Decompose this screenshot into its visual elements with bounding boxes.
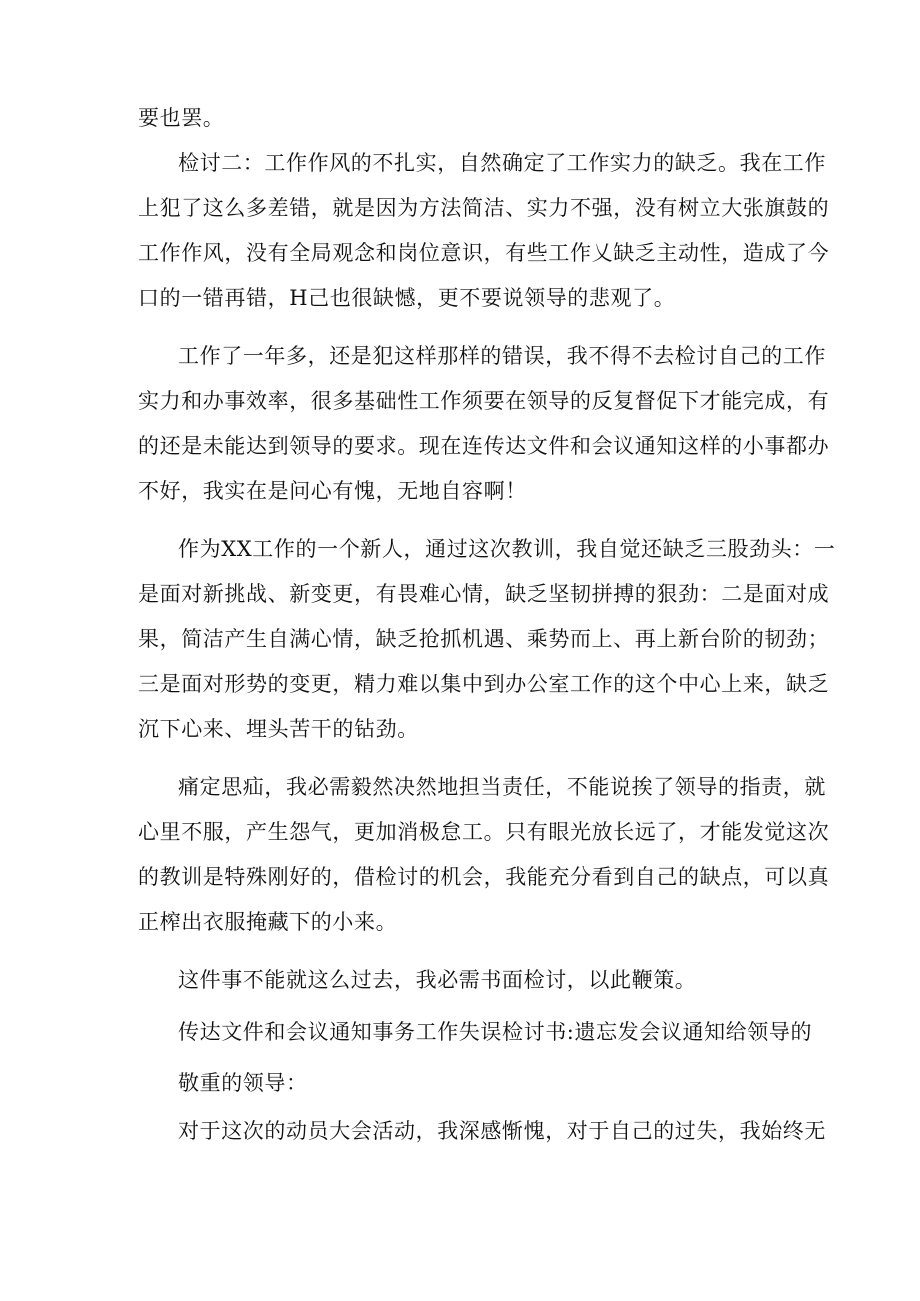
text-line: 的教训是特殊刚好的，借检讨的机会，我能充分看到自己的缺点，可以真 — [138, 865, 830, 889]
text-line: 实力和办事效率，很多基础性工作须要在领导的反复督促下才能完成，有 — [138, 389, 830, 413]
text-line: 检讨二：工作作风的不扎实，自然确定了工作实力的缺乏。我在工作 — [178, 151, 826, 175]
text-line: 三是面对形势的变更，精力难以集中到办公室工作的这个中心上来，缺乏 — [138, 672, 830, 696]
text-line: 对于这次的动员大会活动，我深感惭愧，对于自己的过失，我始终无 — [178, 1119, 826, 1143]
text-line: 工作了一年多，还是犯这样那样的错误，我不得不去检讨自己的工作 — [178, 344, 826, 368]
text-line: 果，简洁产生自满心情，缺乏抢抓机遇、乘势而上、再上新台阶的韧劲； — [138, 627, 830, 651]
text-line: 要也罢。 — [138, 106, 225, 130]
text-line: 沉下心来、埋头苦干的钻劲。 — [138, 717, 419, 741]
text-line: 正榨出衣服掩藏下的小来。 — [138, 910, 398, 934]
text-line: 工作作风，没有全局观念和岗位意识，有些工作乂缺乏主动性，造成了今 — [138, 241, 830, 265]
text-line: 是面对新挑战、新变更，有畏难心情，缺乏坚韧拼搏的狠劲：二是面对成 — [138, 582, 830, 606]
text-line: 传达文件和会议通知事务工作失误检讨书:遗忘发会议通知给领导的 — [178, 1020, 813, 1044]
text-line: 作为XX工作的一个新人，通过这次教训，我自觉还缺乏三股劲头：一 — [178, 537, 836, 561]
salutation: 敬重的领导： — [178, 1071, 308, 1095]
text-line: 痛定思疝，我必需毅然决然地担当责任，不能说挨了领导的指责，就 — [178, 775, 826, 799]
text-line: 的还是未能达到领导的要求。现在连传达文件和会议通知这样的小事都办 — [138, 434, 830, 458]
text-line: 上犯了这么多差错，就是因为方法简洁、实力不强，没有树立大张旗鼓的 — [138, 196, 830, 220]
text-line: 不好，我实在是问心有愧，无地自容啊！ — [138, 479, 527, 503]
text-line: 这件事不能就这么过去，我必需书面检讨，以此鞭策。 — [178, 968, 697, 992]
text-line: 心里不服，产生怨气，更加消极怠工。只有眼光放长远了，才能发觉这次 — [138, 820, 830, 844]
text-line: 口的一错再错，H己也很缺憾，更不要说领导的悲观了。 — [138, 286, 676, 310]
